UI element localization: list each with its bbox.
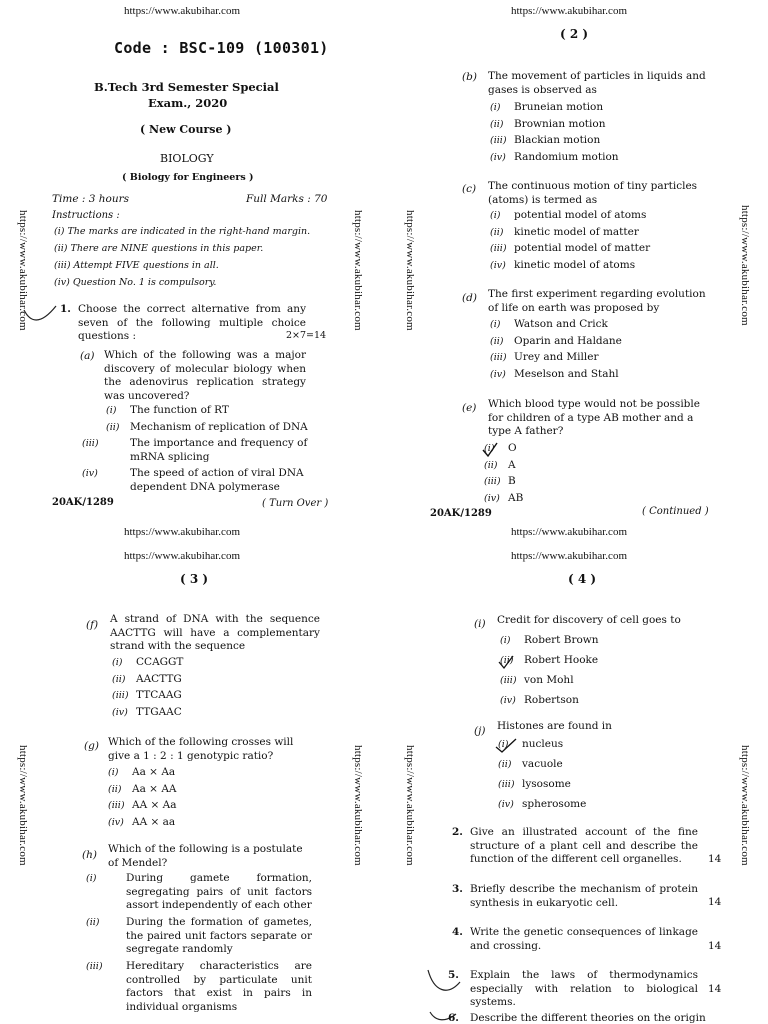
option[interactable]: (ii) Oparin and Haldane xyxy=(490,334,622,347)
option[interactable]: (iv) Meselson and Stahl xyxy=(490,367,619,380)
qf-options xyxy=(112,656,183,722)
qc-options xyxy=(490,209,650,275)
instruction-2: (ii) There are NINE questions in this paper. xyxy=(54,243,264,254)
qi-options xyxy=(500,634,599,714)
qf-text: A strand of DNA with the sequence AACTTG will have a complementary strand with the sequence xyxy=(110,613,320,652)
subject-subtitle: ( Biology for Engineers ) xyxy=(122,172,254,183)
option[interactable]: (iii) TTCAAG xyxy=(112,689,182,701)
option[interactable]: (iii) potential model of matter xyxy=(490,242,651,254)
site-url-top: https://www.akubihar.com xyxy=(124,5,240,17)
option[interactable]: (ii) Robert Hooke xyxy=(500,654,599,666)
page-4 xyxy=(384,520,768,1024)
site-url-vertical-right: https://www.akubihar.com xyxy=(352,210,364,331)
option[interactable]: (iv) AB xyxy=(484,491,524,504)
footer-code: 20AK/1289 xyxy=(52,497,114,508)
page-number: ( 4 ) xyxy=(568,572,597,586)
checkmark-icon xyxy=(494,737,518,755)
q3-text: Briefly describe the mechanism of protein synthesis in eukaryotic cell. xyxy=(470,883,698,909)
q1-text: Choose the correct alternative from any seven of the following multiple choice questions : xyxy=(78,303,306,342)
qb-options xyxy=(490,101,619,167)
page-2 xyxy=(384,0,768,520)
qh-options xyxy=(86,872,312,1018)
option[interactable]: (iv) kinetic model of atoms xyxy=(490,258,636,271)
checkmark-icon xyxy=(497,653,515,671)
q3-number: 3. xyxy=(452,883,463,895)
site-url-vertical-right: https://www.akubihar.com xyxy=(352,745,364,866)
qc-text: The continuous motion of tiny particles (atoms) is termed as xyxy=(488,180,698,206)
qi-text: Credit for discovery of cell goes to xyxy=(497,614,681,626)
footer-turn-over: ( Turn Over ) xyxy=(262,498,329,509)
qd-options xyxy=(490,318,622,384)
option[interactable]: (i) CCAGGT xyxy=(112,656,184,668)
qa-label: (a) xyxy=(80,350,95,362)
qh-label: (h) xyxy=(82,849,97,861)
pen-mark-icon xyxy=(22,300,62,330)
q4-marks: 14 xyxy=(708,940,722,952)
site-url-vertical-left: https://www.akubihar.com xyxy=(404,210,416,331)
option[interactable]: (i) potential model of atoms xyxy=(490,209,647,221)
exam-title-line2: Exam., 2020 xyxy=(148,96,228,110)
qa-options xyxy=(82,404,316,497)
footer-code: 20AK/1289 xyxy=(430,508,492,519)
q4-text: Write the genetic consequences of linkage and crossing. xyxy=(470,926,698,952)
paper-code: Code : BSC-109 (100301) xyxy=(114,39,329,57)
qa-text: Which of the following was a major discovery of molecular biology when the adenovirus replication strategy was uncovered? xyxy=(104,349,306,402)
instruction-1: (i) The marks are indicated in the right-hand margin. xyxy=(54,226,311,237)
qf-label: (f) xyxy=(86,619,99,631)
qe-text: Which blood type would not be possible for children of a type AB mother and a type A father? xyxy=(488,398,700,437)
q2-number: 2. xyxy=(452,826,463,838)
site-url-vertical-right: https://www.akubihar.com xyxy=(739,205,751,326)
full-marks-label: Full Marks : 70 xyxy=(246,193,328,205)
qj-text: Histones are found in xyxy=(497,720,612,732)
q6-text: Describe the different theories on the origin xyxy=(470,1012,706,1024)
page-number: ( 3 ) xyxy=(180,572,209,586)
qe-label: (e) xyxy=(462,402,477,414)
instruction-3: (iii) Attempt FIVE questions in all. xyxy=(54,260,219,271)
qg-options xyxy=(108,766,176,832)
option[interactable]: (i) The function of RT xyxy=(106,404,229,416)
option[interactable]: (i) Aa × Aa xyxy=(108,766,176,778)
option[interactable]: (iv) AA × aa xyxy=(108,815,176,828)
checkmark-icon xyxy=(480,440,500,460)
instruction-4: (iv) Question No. 1 is compulsory. xyxy=(54,277,217,288)
instructions-title: Instructions : xyxy=(52,210,120,221)
qh-text: Which of the following is a postulate of Mendel? xyxy=(108,843,303,869)
q6-number: 6. xyxy=(448,1012,459,1024)
time-label: Time : 3 hours xyxy=(52,193,130,205)
option[interactable]: (i) Robert Brown xyxy=(500,634,599,646)
site-url-top: https://www.akubihar.com xyxy=(511,5,627,17)
option[interactable]: (iii) Urey and Miller xyxy=(490,351,599,363)
option[interactable]: (iii) lysosome xyxy=(498,778,571,790)
option[interactable]: (i) During gamete formation, segregating pairs of unit factors assort independently of each other xyxy=(86,872,312,911)
qj-label: (j) xyxy=(474,725,486,737)
option[interactable]: (ii) Brownian motion xyxy=(490,117,606,130)
qd-text: The first experiment regarding evolution of life on earth was proposed by xyxy=(488,288,706,314)
q1-number: 1. xyxy=(60,303,71,315)
option[interactable]: (ii) AACTTG xyxy=(112,672,182,685)
option[interactable]: (iv) TTGAAC xyxy=(112,705,182,718)
option[interactable]: (iv) Randomium motion xyxy=(490,150,619,163)
site-url-top-1: https://www.akubihar.com xyxy=(124,526,240,538)
q5-number: 5. xyxy=(448,969,459,981)
option[interactable]: (iii) Hereditary characteristics are controlled by particulate unit factors that exist in pairs in individual organisms xyxy=(86,960,312,1013)
q1-marks: 2×7=14 xyxy=(286,330,327,341)
qd-label: (d) xyxy=(462,292,477,304)
site-url-vertical-right: https://www.akubihar.com xyxy=(739,745,751,866)
option[interactable]: (ii) vacuole xyxy=(498,758,563,770)
page-3 xyxy=(0,520,384,1024)
footer-continued: ( Continued ) xyxy=(642,506,709,517)
q3-marks: 14 xyxy=(708,896,722,908)
option[interactable]: (iii) The importance and frequency of mRNA splicing xyxy=(82,437,308,463)
q4-number: 4. xyxy=(452,926,463,938)
option[interactable]: (i) O xyxy=(484,442,517,454)
option[interactable]: (i) Watson and Crick xyxy=(490,318,608,330)
site-url-vertical-left: https://www.akubihar.com xyxy=(17,210,29,331)
q5-text: Explain the laws of thermodynamics especially with relation to biological systems. xyxy=(470,969,698,1008)
site-url-vertical-left: https://www.akubihar.com xyxy=(17,745,29,866)
option[interactable]: (ii) Aa × AA xyxy=(108,782,177,795)
qi-label: (i) xyxy=(474,618,486,630)
site-url-top-1: https://www.akubihar.com xyxy=(511,526,627,538)
option[interactable]: (iv) The speed of action of viral DNA dependent DNA polymerase xyxy=(82,467,304,493)
q5-marks: 14 xyxy=(708,983,722,995)
qb-text: The movement of particles in liquids and gases is observed as xyxy=(488,70,706,96)
option[interactable]: (iii) von Mohl xyxy=(500,674,574,686)
qc-label: (c) xyxy=(462,183,477,195)
option[interactable]: (iii) B xyxy=(484,475,516,487)
page-number: ( 2 ) xyxy=(560,27,589,41)
qg-label: (g) xyxy=(84,740,99,752)
qg-text: Which of the following crosses will give a 1 : 2 : 1 genotypic ratio? xyxy=(108,736,294,762)
option[interactable]: (iv) Robertson xyxy=(500,694,579,706)
qb-label: (b) xyxy=(462,71,477,83)
course-label: ( New Course ) xyxy=(140,123,232,136)
option[interactable]: (iii) Blackian motion xyxy=(490,134,601,146)
q2-text: Give an illustrated account of the fine structure of a plant cell and describe the function of the different cell organelles. xyxy=(470,826,698,865)
option[interactable]: (ii) During the formation of gametes, the paired unit factors separate or segregate randomly xyxy=(86,916,312,955)
option[interactable]: (ii) Mechanism of replication of DNA xyxy=(106,420,308,433)
option[interactable]: (i) nucleus xyxy=(498,738,564,750)
subject-title: BIOLOGY xyxy=(160,152,214,165)
option[interactable]: (i) Bruneian motion xyxy=(490,101,604,113)
site-url-vertical-left: https://www.akubihar.com xyxy=(404,745,416,866)
option[interactable]: (ii) kinetic model of matter xyxy=(490,225,639,238)
site-url-top-2: https://www.akubihar.com xyxy=(124,550,240,562)
q2-marks: 14 xyxy=(708,853,722,865)
option[interactable]: (iv) spherosome xyxy=(498,798,587,810)
option[interactable]: (iii) AA × Aa xyxy=(108,799,177,811)
pen-mark-icon xyxy=(424,962,464,1002)
page-1 xyxy=(0,0,384,520)
exam-title-line1: B.Tech 3rd Semester Special xyxy=(94,80,279,94)
option[interactable]: (ii) A xyxy=(484,458,516,471)
site-url-top-2: https://www.akubihar.com xyxy=(511,550,627,562)
